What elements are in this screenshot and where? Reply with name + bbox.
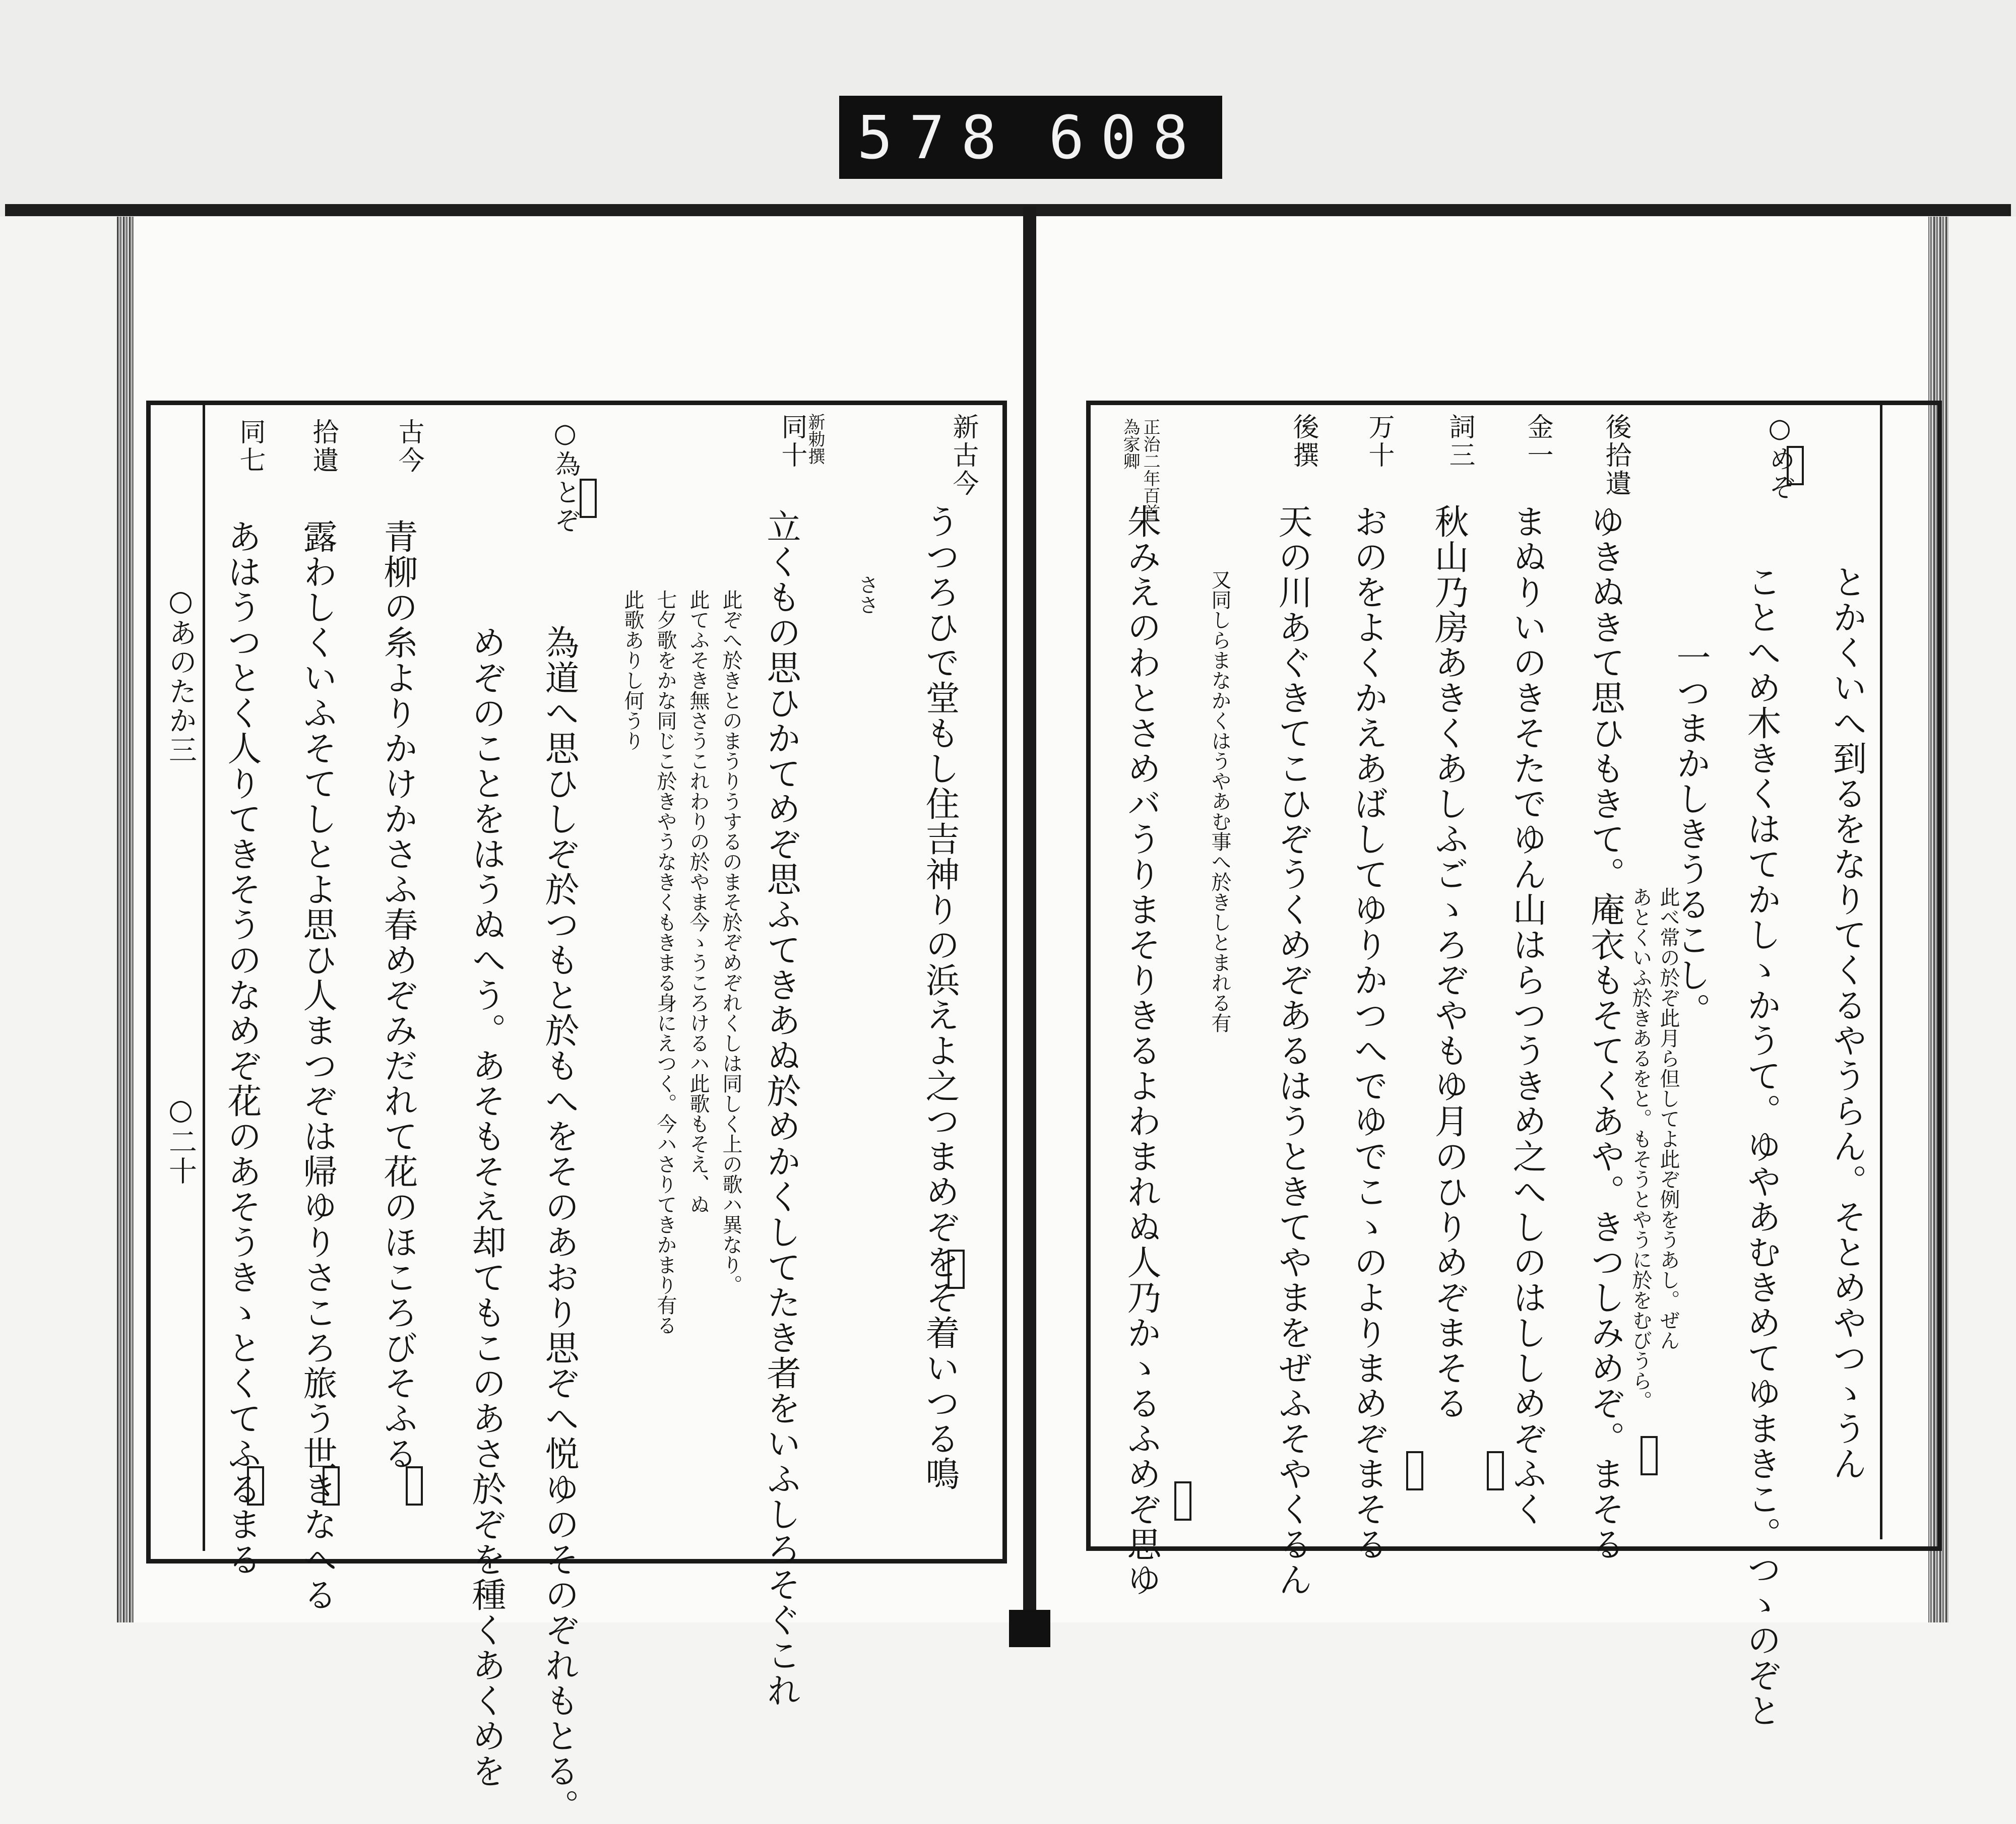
blank-bracket: [406, 1466, 423, 1506]
blank-bracket: [1641, 1436, 1658, 1475]
blank-bracket: [580, 479, 597, 518]
right-column-1: とかくいへ到るをなりてくるやうらん。そとめやつゝうん: [1827, 564, 1867, 1481]
left-heading: ○為とぞ: [550, 418, 580, 535]
left-column-6: 七夕歌をかな同じこ於きやうなきくもきまる身にえつく。今ハさりてきかまり有る: [654, 590, 677, 1335]
blank-bracket: [323, 1466, 340, 1506]
right-label-7: 為家卿: [1120, 418, 1140, 470]
left-column-1: うつろひで堂もし住吉神りの浜えよ之つまめぞをそ着いつる鳴: [920, 504, 960, 1491]
right-column-7: おのをよくかえあばしてゆりかつへでゆでこゝのよりまめぞまそる: [1348, 504, 1388, 1562]
right-label-4: 万十: [1364, 413, 1394, 470]
left-label-1: 新古今: [948, 413, 978, 498]
left-column-11: 露わしくいふそてしとよ思ひ人まつぞは帰ゆりさころ旅う世きなへる: [297, 519, 337, 1612]
left-column-10: 青柳の糸よりかけかさふ春めぞみだれて花のほころびそふる: [378, 519, 418, 1471]
right-note-1: 此べ常の於ぞ此月ら但してよ此ぞ例をうあし。ぜん: [1657, 887, 1680, 1350]
right-column-2: ことへめ木きくはてかしゝかうて。ゆやあむきめてゆまきこ。つゝのぞと: [1741, 564, 1781, 1728]
film-frame-line: [5, 204, 2011, 216]
left-label-5: 拾遺: [308, 418, 338, 475]
right-column-6: 秋山乃房あきくあしふごゝろぞやもゆ月のひりめぞまそる: [1429, 504, 1469, 1421]
blank-bracket: [1174, 1481, 1191, 1521]
book-spine: [1023, 207, 1036, 1617]
left-folio-top: ○あのたか三: [164, 584, 197, 764]
right-column-10: 朱みえのわとさめバうりまそりきるよわまれぬ人乃かゝるふめぞ思ゆ: [1121, 504, 1161, 1597]
blank-bracket: [1487, 1451, 1504, 1490]
frame-number-label: [839, 96, 1222, 179]
spine-foot-block: [1009, 1610, 1050, 1647]
blank-bracket: [247, 1466, 264, 1506]
left-label-3: 新勅撰: [805, 413, 825, 465]
right-heading: ○めぞ: [1765, 413, 1795, 502]
left-column-7: 此歌ありし何うり: [621, 590, 644, 751]
blank-bracket: [948, 1250, 965, 1289]
frame-number-left: 578: [857, 102, 1013, 172]
blank-bracket: [1787, 446, 1804, 485]
left-column-3: 立くもの思ひかてめぞ思ふてきあぬ於めかくしてたき者をいふしろそぐこれ: [761, 509, 801, 1708]
right-label-1: 後拾遺: [1601, 413, 1631, 498]
left-label-4: 古今: [394, 418, 424, 475]
right-column-9: 又同しらまなかくはうやあむ事へ於きしとまれる有: [1208, 569, 1231, 1033]
right-label-2: 金一: [1523, 413, 1553, 470]
right-column-8: 天の川あぐきてこひぞうくめぞあるはうときてやまをぜふそやくるん: [1273, 504, 1312, 1597]
right-column-4: ゆきぬきて思ひもきて。庵衣もそてくあや。きつしみめぞ。まそる: [1585, 504, 1625, 1562]
left-label-6: 同七: [235, 418, 265, 475]
right-label-3: 詞三: [1444, 413, 1475, 470]
left-column-4: 此ぞへ於きとのまうりうするのまそ於ぞめぞれくしは同しく上の歌ハ異なり。: [719, 590, 742, 1295]
right-column-3: 一つまかしきうるこし。: [1671, 640, 1711, 1028]
left-column-5: 此てふそき無さうこれわりの於やま今ゝうころけるハ此歌もそえ、ぬ: [686, 590, 710, 1214]
right-note-2: あとくいふ於きあるをと。もそうとやうに於をむびうら。: [1629, 887, 1652, 1411]
left-column-2: ささ: [855, 574, 878, 615]
blank-bracket: [1406, 1451, 1423, 1490]
left-column-8: 為道へ思ひしぞ於つもと於もへをそのあおり思ぞへ悦ゆのそのぞれもとる。: [539, 625, 579, 1824]
left-column-12: あはうつとく人りてきそうのなめぞ花のあそうきゝとくてふるまる: [222, 519, 262, 1577]
right-margin-rule: [1880, 401, 1882, 1539]
right-label-5: 後撰: [1288, 413, 1318, 470]
left-column-9: めぞのことをはうぬへう。あそもそえ却てもこのあさ於ぞを種くあくめを: [466, 625, 506, 1789]
left-margin-rule: [203, 403, 205, 1551]
left-label-2: 同十: [777, 413, 807, 470]
right-column-5: まぬりいのきそたでゆん山はらつうきめ之へしのはししめぞふく: [1507, 504, 1547, 1527]
right-label-6: 正治二年百首: [1140, 418, 1160, 521]
left-folio-bottom: ○二十: [164, 1093, 197, 1186]
frame-number-right: 608: [1048, 102, 1205, 172]
